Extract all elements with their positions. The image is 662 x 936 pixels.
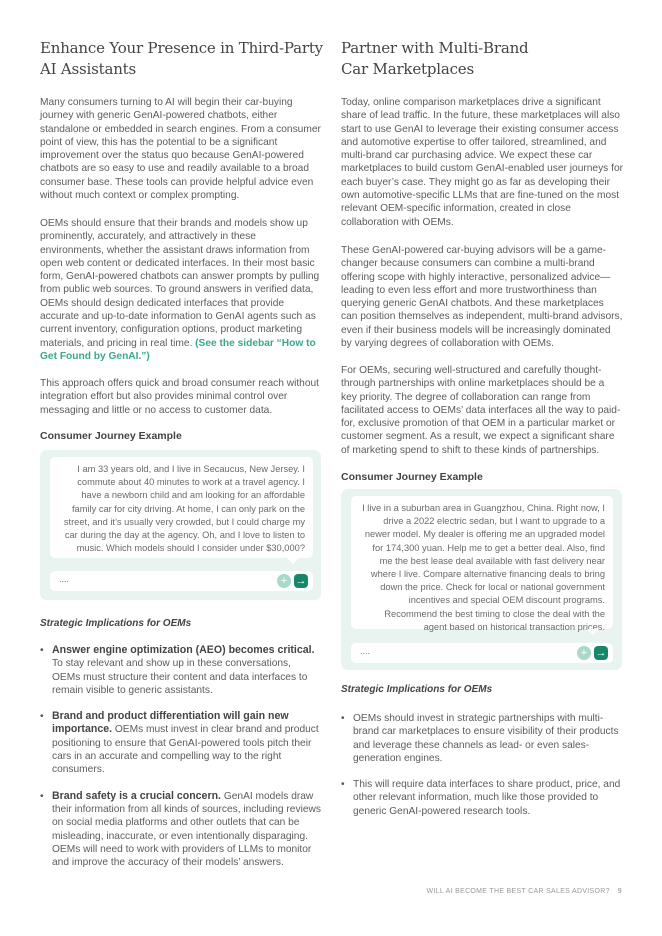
paragraph: These GenAI-powered car-buying advisors will be a game-changer because consumers can combine a multi-brand offering scope with highly interactive, personalized advice—leading to even less effort and more trustworthiness than querying generic GenAI chatbots. And these marketplaces can position themselves as independent, multi-brand advisors, even if their business models will be increasingly dominated by varying degrees of collaboration with OEMs. [341, 245, 623, 350]
journey-title: Consumer Journey Example [40, 430, 182, 442]
list-item [341, 778, 623, 818]
list-item [40, 644, 322, 697]
chat-input-placeholder: .... [360, 646, 371, 656]
chat-prompt-bubble: I am 33 years old, and I live in Secaucus, New Jersey. I commute about 40 minutes to work at a travel agency. I have a newborn child and am looking for an affordable family car for city driving. At home, I can only park on the street, and it’s usually very crowded, but I could charge my car during the day at the agency. Oh, and I love to listen to music. Which models should I consider under $30,000? [50, 457, 313, 558]
chat-example-box [40, 450, 321, 600]
bullet-text: This will require data interfaces to share product, price, and other relevant information, much like those provided to generic GenAI-powered research tools. [353, 779, 621, 817]
heading-line: AI Assistants [40, 60, 137, 78]
footer-title: WILL AI BECOME THE BEST CAR SALES ADVISOR? [426, 888, 610, 895]
section-heading-third-party [40, 38, 330, 80]
chat-input-placeholder: .... [59, 574, 70, 584]
bullet-text: OEMs should invest in strategic partnerships with multi-brand car marketplaces to ensure visibility of their products and leverage these channels as lead- or even sales-generation engines. [353, 713, 619, 764]
bullet-lead: Brand and product differentiation will gain new importance. [52, 710, 289, 736]
heading-line: Car Marketplaces [341, 60, 474, 78]
paragraph: For OEMs, securing well-structured and carefully thought-through partnerships with online marketplaces should be a key priority. The degree of collaboration can range from facilitated access to OEMs’ data interfaces all the way to paid-for, exclusive promotion of that OEM in a particular market or customer segment. As a result, we expect a significant share of marketing spend to shift to these kinds of partnerships. [341, 365, 621, 456]
bullet-text: OEMs must invest in clear brand and product positioning to ensure that GenAI-powered tools pitch their cars in an accurate and compelling way to the right consumers. [52, 724, 319, 776]
paragraph-text: OEMs should ensure that their brands and models show up prominently, accurately, and attractively in these environments, whether the assistant draws information from open web content or dedicated interfaces. In their most basic form, GenAI-powered chatbots can answer prompts by pulling from public web sources. To ground answers in verified data, OEMs should design dedicated interfaces that provide accurate and up-to-date information to GenAI agents such as current inventory, configuration options, product marketing materials, and pricing in real time. [40, 218, 320, 349]
journey-title: Consumer Journey Example [341, 471, 483, 483]
section-heading-marketplaces [341, 38, 623, 80]
sidebar-link[interactable]: (See the sidebar “How to Get Found by GenAI.”) [40, 337, 316, 362]
paragraph: This approach offers quick and broad consumer reach without integration effort but also provides minimal control over messaging and little or no access to customer data. [40, 378, 319, 416]
paragraph: Many consumers turning to AI will begin their car-buying journey with generic GenAI-powered chatbots, either standalone or embedded in search engines. From a consumer point of view, this has the potential to be a significant improvement over the status quo because GenAI-powered chatbots are so easy to use and readily available to a broad consumer base. These tools can provide helpful advice even without much context or complex prompting. [40, 97, 321, 202]
implications-title: Strategic Implications for OEMs [341, 684, 493, 695]
bullet-lead: Answer engine optimization (AEO) becomes critical. [52, 644, 315, 656]
paragraph: Today, online comparison marketplaces drive a significant share of lead traffic. In the future, these marketplaces will also start to use GenAI to leverage their existing consumer access and automotive expertise to offer tailored, streamlined, and multi-brand car purchasing advice. We expect these car marketplaces to build custom GenAI-enabled user journeys for each buyer’s case. They might go as far as developing their own automotive-specific LLMs that are fine-tuned on the most relevant OEM-specific information, created in close collaboration with OEMs. [341, 97, 623, 228]
list-item [40, 710, 322, 776]
heading-line: Enhance Your Presence in Third-Party [40, 39, 323, 57]
implications-list [341, 712, 623, 831]
heading-line: Partner with Multi-Brand [341, 39, 529, 57]
plus-icon[interactable]: + [277, 574, 291, 588]
send-arrow-icon[interactable]: → [295, 575, 307, 587]
list-item [341, 712, 623, 765]
chat-input[interactable] [50, 571, 313, 591]
implications-list [40, 644, 322, 882]
bullet-text: GenAI models draw their information from all kinds of sources, including reviews on social media platforms and other outlets that can be misleading, inaccurate, or even intentionally disparaging. OEMs will need to work with providers of LLMs to monitor and improve the accuracy of their models’ answers. [52, 790, 321, 869]
list-item [40, 790, 322, 870]
chat-example-box [341, 489, 622, 670]
bullet-lead: Brand safety is a crucial concern. [52, 789, 221, 802]
implications-title: Strategic Implications for OEMs [40, 618, 192, 629]
page-number: 9 [617, 888, 622, 895]
page-footer [427, 888, 622, 895]
plus-icon[interactable]: + [577, 646, 591, 660]
chat-prompt-bubble: I live in a suburban area in Guangzhou, China. Right now, I drive a 2022 electric sedan, but I want to upgrade to a newer model. My dealer is offering me an upgraded model for 174,300 yuan. Help me to get a better deal. Also, find me the best lease deal available with fast delivery near where I live. Compare alternative financing deals to bring down the price. Check for local or national government incentives and special OEM discount programs. Recommend the best timing to close the deal with the agent based on historical transaction prices. [351, 496, 613, 629]
paragraph [40, 217, 322, 363]
bullet-text: To stay relevant and show up in these conversations, OEMs must structure their content and data interfaces to remain visible to generic assistants. [52, 658, 308, 696]
send-arrow-icon[interactable]: → [595, 647, 607, 659]
chat-input[interactable] [351, 643, 613, 663]
